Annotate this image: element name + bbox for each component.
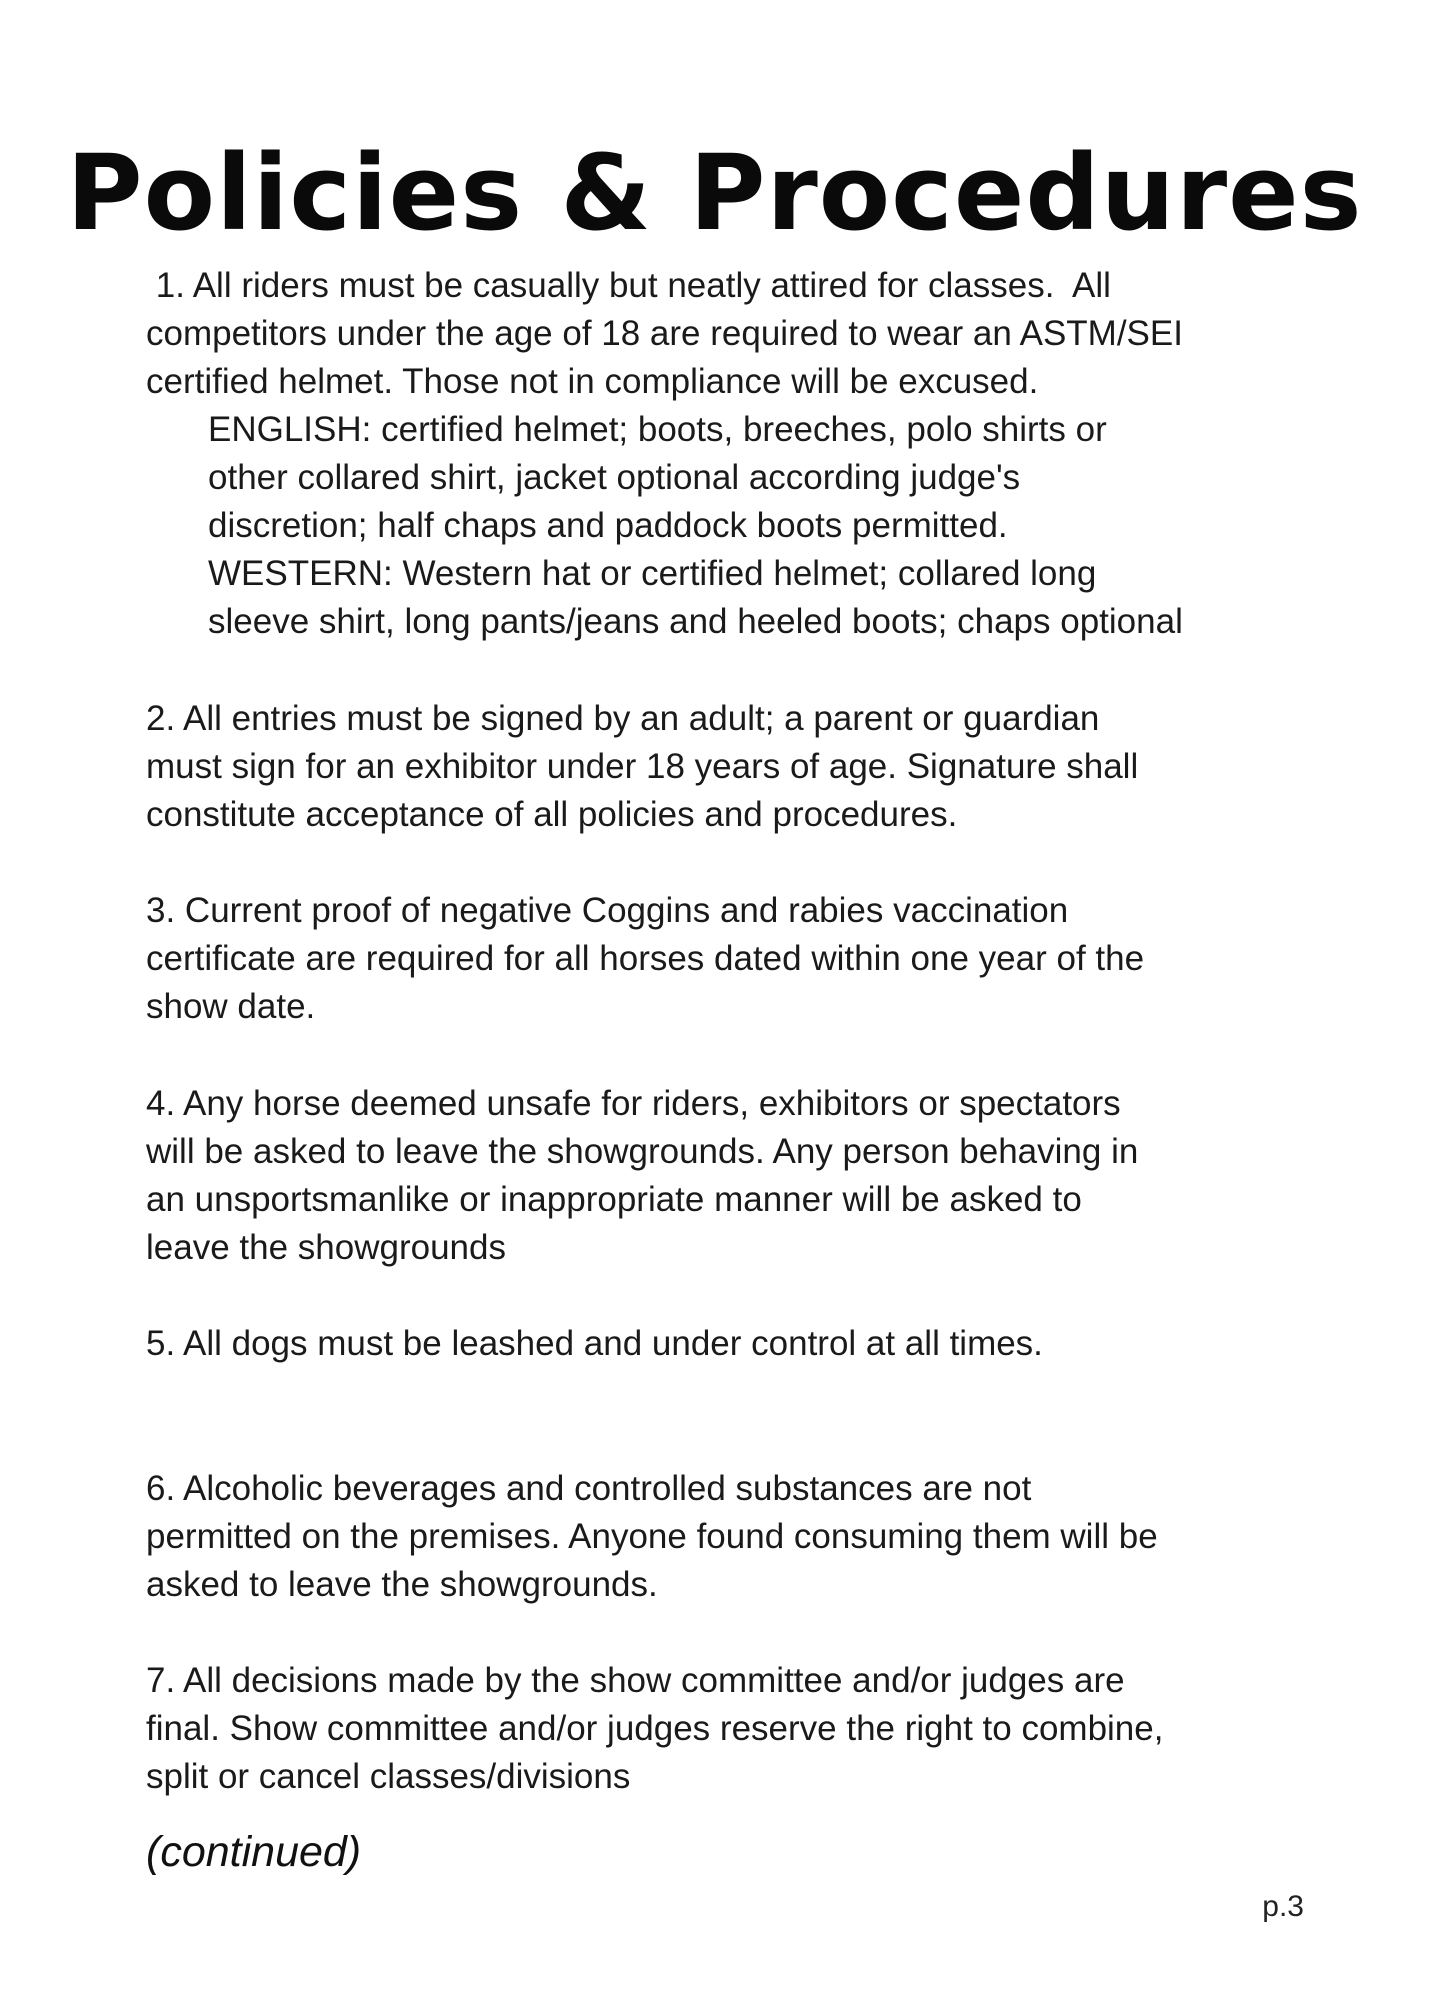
policy-item-5 bbox=[146, 1320, 1326, 1368]
policy-line: split or cancel classes/divisions bbox=[146, 1757, 631, 1796]
policy-line: constitute acceptance of all policies and procedures. bbox=[146, 795, 958, 834]
policy-line: must sign for an exhibitor under 18 years of age. Signature shall bbox=[146, 747, 1139, 786]
policy-item-6 bbox=[146, 1465, 1326, 1609]
policy-line: 7. All decisions made by the show committee and/or judges are bbox=[146, 1661, 1125, 1700]
policy-line: final. Show committee and/or judges reserve the right to combine, bbox=[146, 1709, 1164, 1748]
policy-line: permitted on the premises. Anyone found consuming them will be bbox=[146, 1517, 1158, 1556]
policy-line: certificate are required for all horses dated within one year of the bbox=[146, 939, 1145, 978]
page-number: p.3 bbox=[1262, 1890, 1304, 1923]
policy-line: 2. All entries must be signed by an adult; a parent or guardian bbox=[146, 699, 1100, 738]
policy-line: show date. bbox=[146, 987, 316, 1026]
policy-line: 3. Current proof of negative Coggins and rabies vaccination bbox=[146, 891, 1069, 930]
attire-english-line: discretion; half chaps and paddock boots permitted. bbox=[208, 506, 1008, 545]
attire-english-line: ENGLISH: certified helmet; boots, breeches, polo shirts or bbox=[208, 410, 1107, 449]
policy-line: an unsportsmanlike or inappropriate manner will be asked to bbox=[146, 1180, 1082, 1219]
policy-line: 5. All dogs must be leashed and under control at all times. bbox=[146, 1324, 1043, 1363]
policy-item-1 bbox=[146, 262, 1326, 646]
policy-line: leave the showgrounds bbox=[146, 1228, 506, 1267]
page-title: Policies & Procedures bbox=[66, 132, 1363, 254]
policy-line: 1. All riders must be casually but neatly attired for classes. All bbox=[146, 266, 1111, 305]
policy-line: asked to leave the showgrounds. bbox=[146, 1565, 658, 1604]
policy-item-7 bbox=[146, 1657, 1326, 1801]
attire-western-line: WESTERN: Western hat or certified helmet; collared long bbox=[208, 554, 1097, 593]
policy-item-4 bbox=[146, 1080, 1326, 1272]
continued-note: (continued) bbox=[146, 1828, 362, 1876]
policy-line: 6. Alcoholic beverages and controlled substances are not bbox=[146, 1469, 1032, 1508]
policy-line: certified helmet. Those not in compliance will be excused. bbox=[146, 362, 1039, 401]
policy-line: will be asked to leave the showgrounds. Any person behaving in bbox=[146, 1132, 1139, 1171]
attire-english-line: other collared shirt, jacket optional according judge's bbox=[208, 458, 1021, 497]
attire-western-line: sleeve shirt, long pants/jeans and heeled boots; chaps optional bbox=[208, 602, 1183, 641]
policy-line: competitors under the age of 18 are required to wear an ASTM/SEI bbox=[146, 314, 1183, 353]
policy-line: 4. Any horse deemed unsafe for riders, exhibitors or spectators bbox=[146, 1084, 1121, 1123]
policy-item-3 bbox=[146, 887, 1326, 1031]
policy-item-2 bbox=[146, 695, 1326, 839]
